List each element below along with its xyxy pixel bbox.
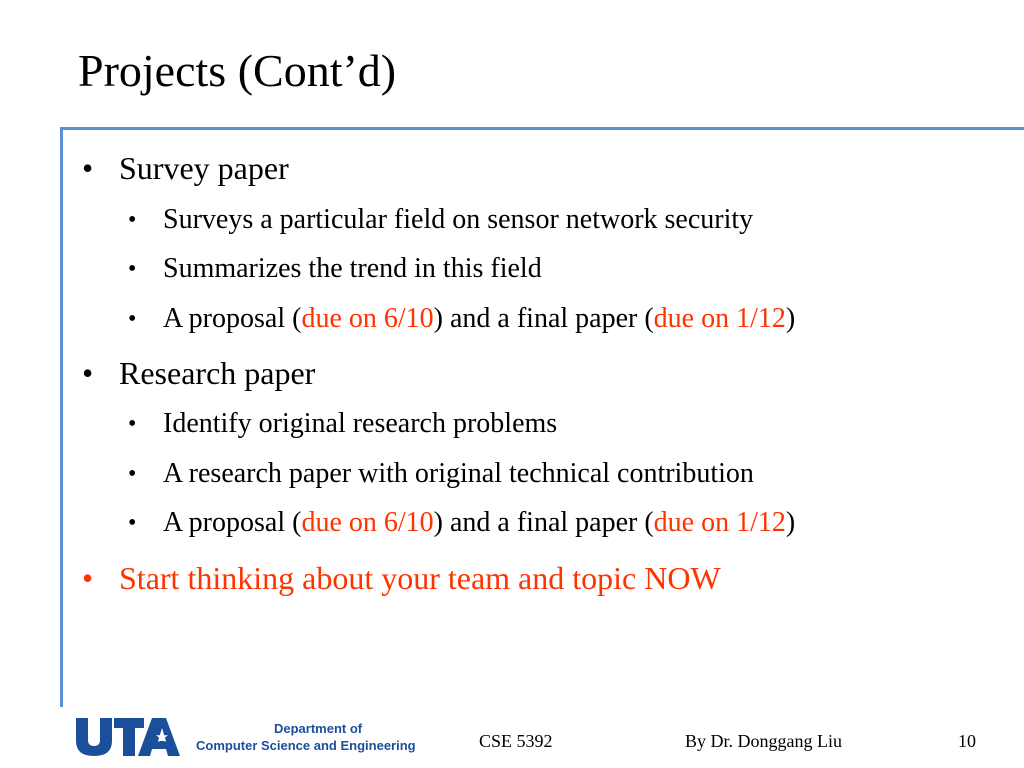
sub-bullet-text (163, 506, 795, 540)
proposal-due-date: due on 6/10 (301, 507, 434, 538)
department-name (196, 720, 416, 754)
bullet-mark: • (82, 560, 94, 596)
bullet-mark: • (82, 150, 94, 186)
sub-bullet-text (163, 302, 795, 336)
department-line2: Computer Science and Engineering (196, 738, 416, 753)
sub-bullet-mark: • (128, 411, 137, 437)
bullet-text: Research paper (119, 355, 316, 391)
sub-bullet-text: Surveys a particular field on sensor network security (163, 204, 754, 235)
page-number: 10 (958, 731, 976, 751)
uta-logo (74, 714, 182, 758)
proposal-suffix: ) (785, 303, 796, 334)
sub-bullet-mark: • (128, 207, 137, 233)
left-divider (60, 127, 63, 707)
proposal-prefix: A proposal ( (163, 303, 302, 334)
sub-bullet-mark: • (128, 256, 137, 282)
final-paper-due-date: due on 1/12 (653, 303, 786, 334)
proposal-middle: ) and a final paper ( (433, 303, 654, 334)
proposal-middle: ) and a final paper ( (433, 507, 654, 538)
sub-bullet-text: Summarizes the trend in this field (163, 253, 542, 284)
bullet-text: Survey paper (119, 150, 289, 186)
course-code: CSE 5392 (479, 731, 553, 751)
call-to-action-text: Start thinking about your team and topic NOW (119, 560, 721, 596)
sub-bullet-mark: • (128, 461, 137, 487)
sub-bullet-text: A research paper with original technical contribution (163, 458, 754, 489)
proposal-prefix: A proposal ( (163, 507, 302, 538)
department-line1: Department of (274, 721, 363, 736)
slide-title: Projects (Cont’d) (78, 45, 397, 96)
sub-bullet-mark: • (128, 510, 137, 536)
proposal-suffix: ) (785, 507, 796, 538)
title-divider (60, 127, 1024, 130)
sub-bullet-text: Identify original research problems (163, 408, 558, 439)
bullet-mark: • (82, 355, 94, 391)
final-paper-due-date: due on 1/12 (653, 507, 786, 538)
author-name: By Dr. Donggang Liu (685, 731, 842, 751)
proposal-due-date: due on 6/10 (301, 303, 434, 334)
sub-bullet-mark: • (128, 306, 137, 332)
